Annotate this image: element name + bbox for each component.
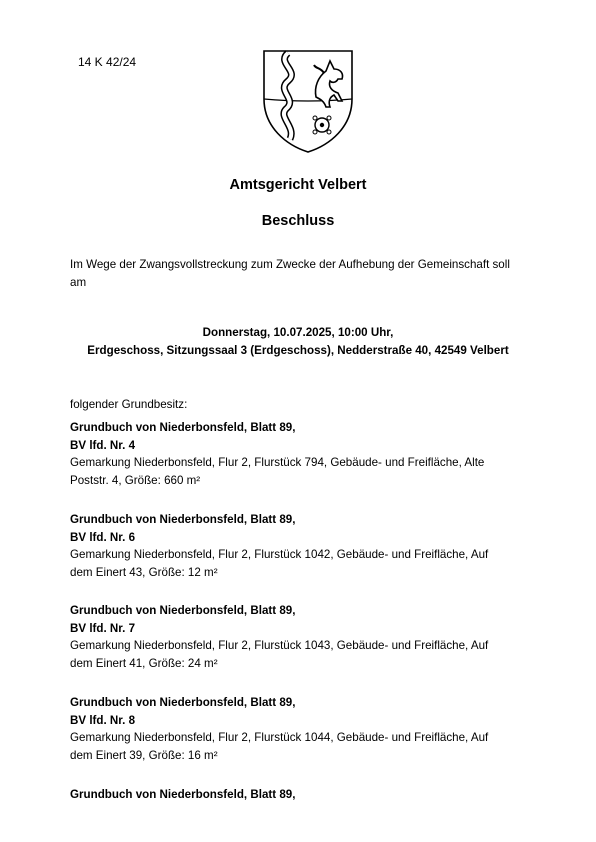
land-register-heading: Grundbuch von Niederbonsfeld, Blatt 89, [70, 604, 296, 617]
parcel-description: Gemarkung Niederbonsfeld, Flur 2, Flurstück 1044, Gebäude- und Freifläche, Auf [70, 731, 489, 744]
parcel-description: Gemarkung Niederbonsfeld, Flur 2, Flurstück 1042, Gebäude- und Freifläche, Auf [70, 548, 489, 561]
parcel-description-cont: dem Einert 39, Größe: 16 m² [70, 748, 218, 762]
parcel-description-cont: dem Einert 43, Größe: 12 m² [70, 565, 218, 579]
bv-number: BV lfd. Nr. 8 [70, 713, 136, 727]
land-register-heading: Grundbuch von Niederbonsfeld, Blatt 89, [70, 421, 296, 434]
property-entry [70, 786, 520, 804]
bv-number: BV lfd. Nr. 6 [70, 530, 136, 544]
parcel-description-cont: dem Einert 41, Größe: 24 m² [70, 656, 218, 670]
property-entry [70, 602, 520, 672]
property-entry [70, 511, 520, 581]
property-intro: folgender Grundbesitz: [70, 398, 188, 411]
coat-of-arms-icon [258, 47, 358, 155]
case-number: 14 K 42/24 [78, 55, 137, 69]
auction-location: Erdgeschoss, Sitzungssaal 3 (Erdgeschoss), Nedderstraße 40, 42549 Velbert [87, 343, 509, 357]
property-entry [70, 419, 520, 489]
bv-number: BV lfd. Nr. 7 [70, 621, 136, 635]
auction-appointment [0, 324, 596, 359]
auction-date-time: Donnerstag, 10.07.2025, 10:00 Uhr, [202, 326, 394, 339]
land-register-heading: Grundbuch von Niederbonsfeld, Blatt 89, [70, 788, 296, 801]
parcel-description: Gemarkung Niederbonsfeld, Flur 2, Flurstück 794, Gebäude- und Freifläche, Alte [70, 456, 485, 469]
parcel-description: Gemarkung Niederbonsfeld, Flur 2, Flurstück 1043, Gebäude- und Freifläche, Auf [70, 639, 489, 652]
property-entry [70, 694, 520, 764]
bv-number: BV lfd. Nr. 4 [70, 438, 136, 452]
land-register-heading: Grundbuch von Niederbonsfeld, Blatt 89, [70, 696, 296, 709]
document-title: Beschluss [261, 213, 335, 229]
court-name: Amtsgericht Velbert [229, 177, 367, 193]
intro-text: Im Wege der Zwangsvollstreckung zum Zwecke der Aufhebung der Gemeinschaft soll am [70, 258, 510, 289]
land-register-heading: Grundbuch von Niederbonsfeld, Blatt 89, [70, 513, 296, 526]
parcel-description-cont: Poststr. 4, Größe: 660 m² [70, 473, 201, 487]
